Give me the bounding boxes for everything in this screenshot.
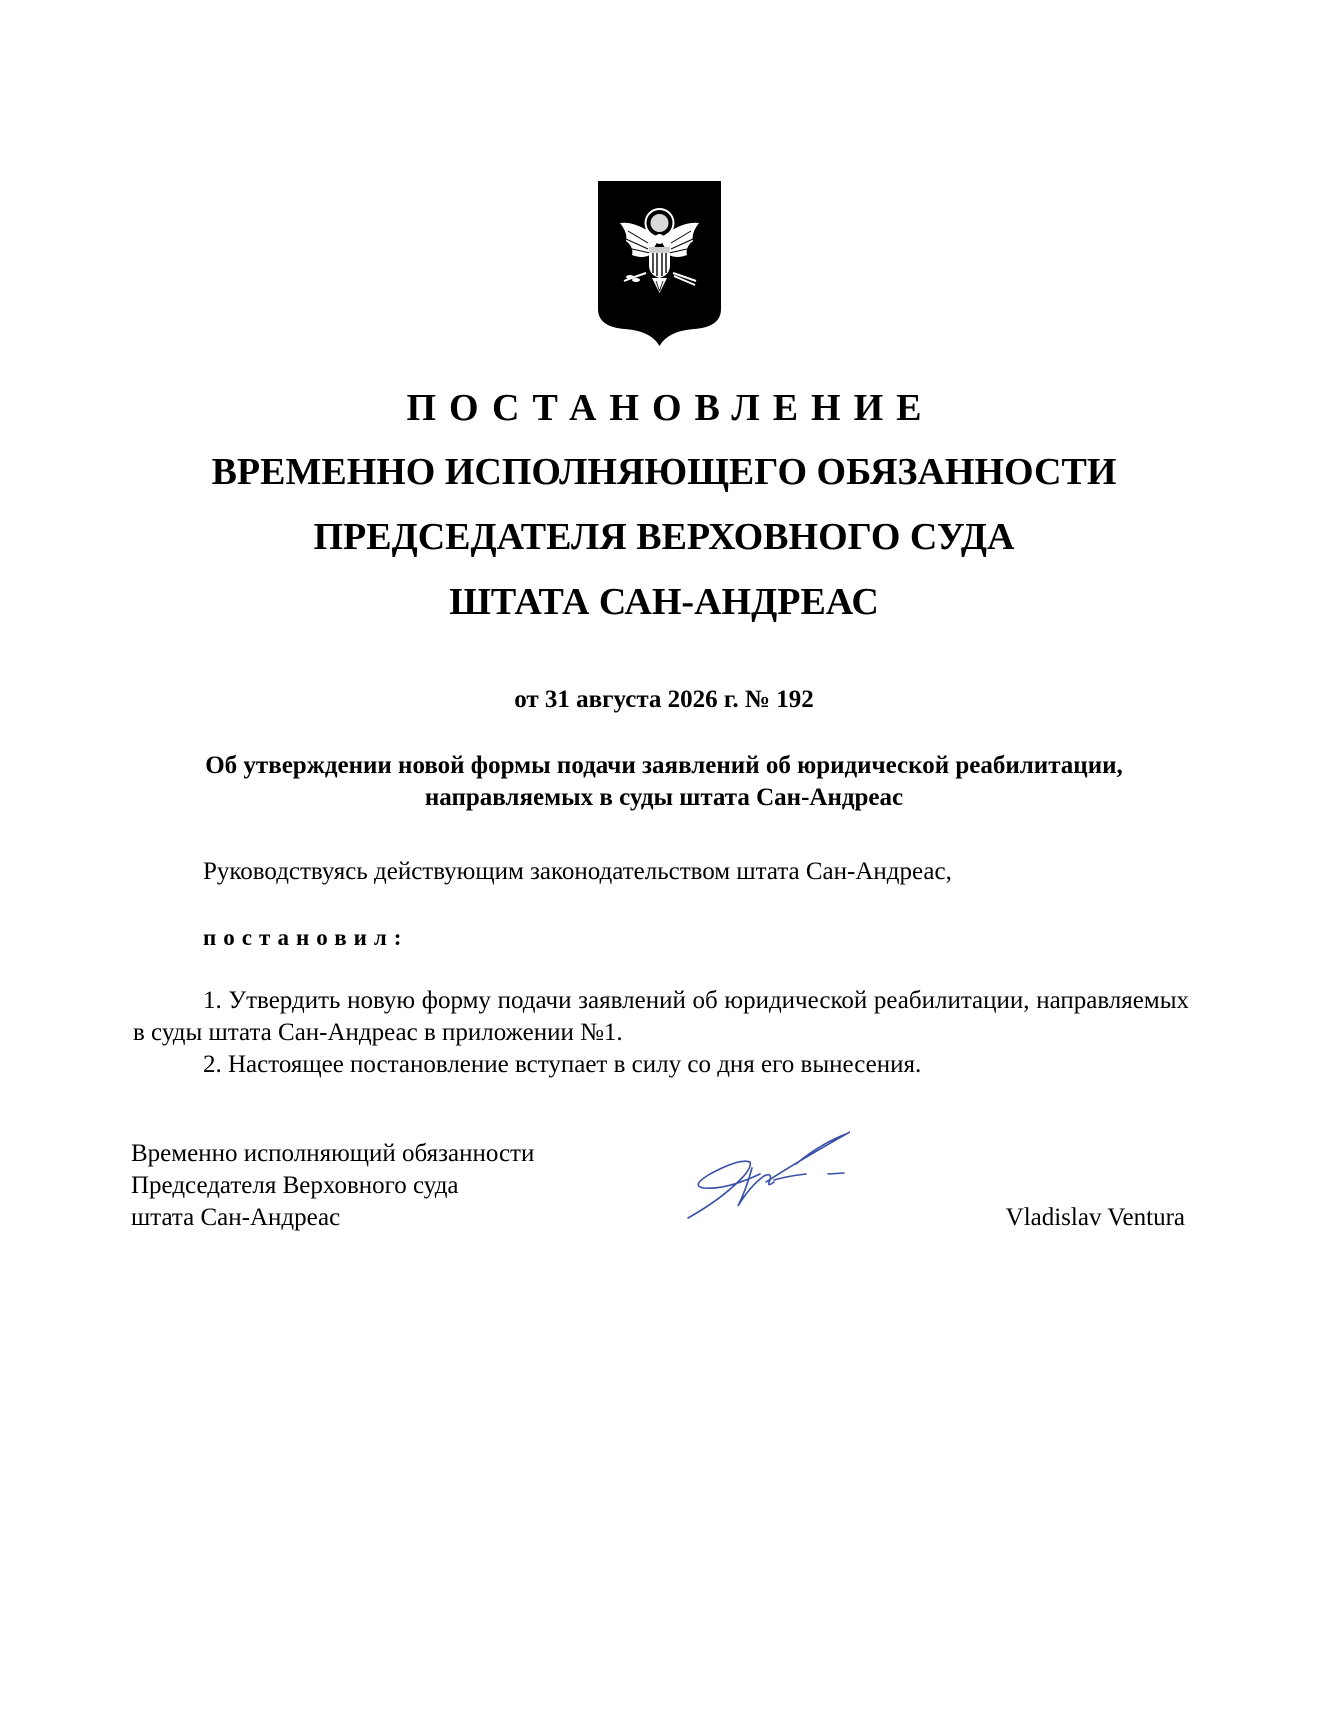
handwritten-signature [680, 1130, 850, 1226]
signer-position-line-1: Временно исполняющий обязанности [131, 1140, 535, 1167]
decreed-label: постановил: [203, 925, 409, 950]
signer-position-line-2: Председателя Верховного суда [131, 1172, 459, 1199]
document-title [0, 376, 1328, 635]
subject-line-2: направляемых в суды штата Сан-Андреас [424, 784, 904, 811]
signer-name: Vladislav Ventura [1005, 1204, 1185, 1231]
signature-icon [680, 1130, 850, 1226]
document-type-heading: ПОСТАНОВЛЕНИЕ [406, 387, 935, 429]
document-date-number: от 31 августа 2026 г. № 192 [514, 686, 814, 713]
preamble-text: Руководствуясь действующим законодательством штата Сан-Андреас, [203, 858, 952, 885]
coat-of-arms-emblem [598, 181, 721, 346]
title-line-2: ПРЕДСЕДАТЕЛЯ ВЕРХОВНОГО СУДА [313, 516, 1015, 558]
title-line-3: ШТАТА САН-АНДРЕАС [449, 581, 879, 623]
decree-item: 1. Утвердить новую форму подачи заявлений об юридической реабилитации, направляемых в суды штата Сан-Андреас в приложении №1. [133, 987, 1189, 1046]
signer-position [131, 1138, 534, 1234]
decree-items [133, 985, 1189, 1081]
signer-position-line-3: штата Сан-Андреас [131, 1204, 341, 1231]
decree-item: 2. Настоящее постановление вступает в силу со дня его вынесения. [203, 1051, 922, 1078]
document-subject [0, 750, 1328, 814]
subject-line-1: Об утверждении новой формы подачи заявлений об юридической реабилитации, [205, 752, 1123, 779]
title-line-1: ВРЕМЕННО ИСПОЛНЯЮЩЕГО ОБЯЗАННОСТИ [211, 451, 1117, 493]
eagle-coat-of-arms-icon [598, 181, 721, 346]
